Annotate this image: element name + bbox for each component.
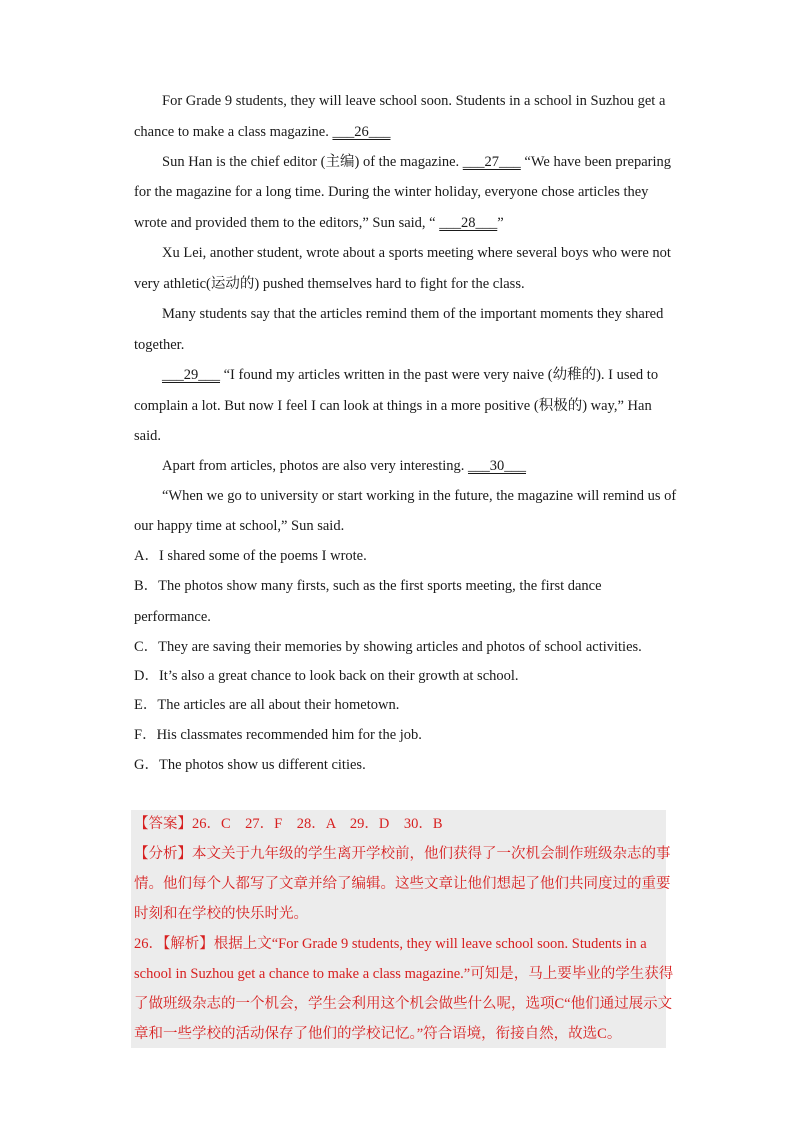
passage-line: for the magazine for a long time. During the winter holiday, everyone chose articles they — [134, 184, 649, 200]
blank-29: ___29___ — [162, 367, 220, 383]
passage-line: Many students say that the articles remind them of the important moments they shared — [162, 306, 664, 322]
passage-line: For Grade 9 students, they will leave school soon. Students in a school in Suzhou get a — [162, 93, 666, 109]
explanation-26-line: 26．【解析】根据上文“For Grade 9 students, they will leave school soon. Students in a — [134, 936, 647, 952]
passage-line: Sun Han is the chief editor (主编) of the magazine. ___27___ “We have been preparing — [162, 154, 671, 170]
passage-line: complain a lot. But now I feel I can look at things in a more positive (积极的) way,” Han — [134, 398, 652, 414]
analysis-line: 【分析】本文关于九年级的学生离开学校前，他们获得了一次机会制作班级杂志的事 — [134, 846, 671, 862]
option-b-continued: performance. — [134, 609, 211, 625]
passage-line: together. — [134, 337, 185, 353]
passage-line: wrote and provided them to the editors,” Sun said, “ ___28___” — [134, 215, 504, 231]
passage-line: our happy time at school,” Sun said. — [134, 518, 345, 534]
blank-30: ___30___ — [468, 458, 527, 474]
passage-line: Xu Lei, another student, wrote about a sports meeting where several boys who were not — [162, 245, 671, 261]
blank-28: ___28___ — [439, 215, 498, 231]
passage-line: Apart from articles, photos are also very interesting. ___30___ — [162, 458, 527, 474]
passage-line: said. — [134, 428, 161, 444]
blank-26: ___26___ — [332, 124, 391, 140]
explanation-26-line: school in Suzhou get a chance to make a class magazine.”可知是，马上要毕业的学生获得 — [134, 966, 674, 982]
option-e: E．The articles are all about their hometown. — [134, 697, 400, 713]
option-a: A．I shared some of the poems I wrote. — [134, 548, 367, 564]
option-g: G．The photos show us different cities. — [134, 757, 366, 773]
analysis-line: 情。他们每个人都写了文章并给了编辑。这些文章让他们想起了他们共同度过的重要 — [134, 876, 671, 892]
analysis-line: 时刻和在学校的快乐时光。 — [134, 906, 308, 922]
explanation-26-line: 了做班级杂志的一个机会，学生会利用这个机会做些什么呢，选项C“他们通过展示文 — [134, 996, 673, 1012]
explanation-26-line: 章和一些学校的活动保存了他们的学校记忆。”符合语境，衔接自然，故选C。 — [134, 1026, 622, 1042]
option-b: B．The photos show many firsts, such as the first sports meeting, the first dance — [134, 578, 602, 594]
blank-27: ___27___ — [462, 154, 521, 170]
option-d: D．It’s also a great chance to look back on their growth at school. — [134, 668, 519, 684]
passage-line: “When we go to university or start working in the future, the magazine will remind us of — [162, 488, 677, 504]
answer-key: 【答案】26．C 27．F 28．A 29．D 30．B — [134, 816, 443, 832]
passage-line: ___29___ “I found my articles written in the past were very naive (幼稚的). I used to — [162, 367, 659, 383]
option-f: F．His classmates recommended him for the job. — [134, 727, 422, 743]
passage-line: chance to make a class magazine. ___26___ — [134, 124, 391, 140]
passage-line: very athletic(运动的) pushed themselves hard to fight for the class. — [134, 276, 525, 292]
option-c: C．They are saving their memories by showing articles and photos of school activities. — [134, 639, 642, 655]
